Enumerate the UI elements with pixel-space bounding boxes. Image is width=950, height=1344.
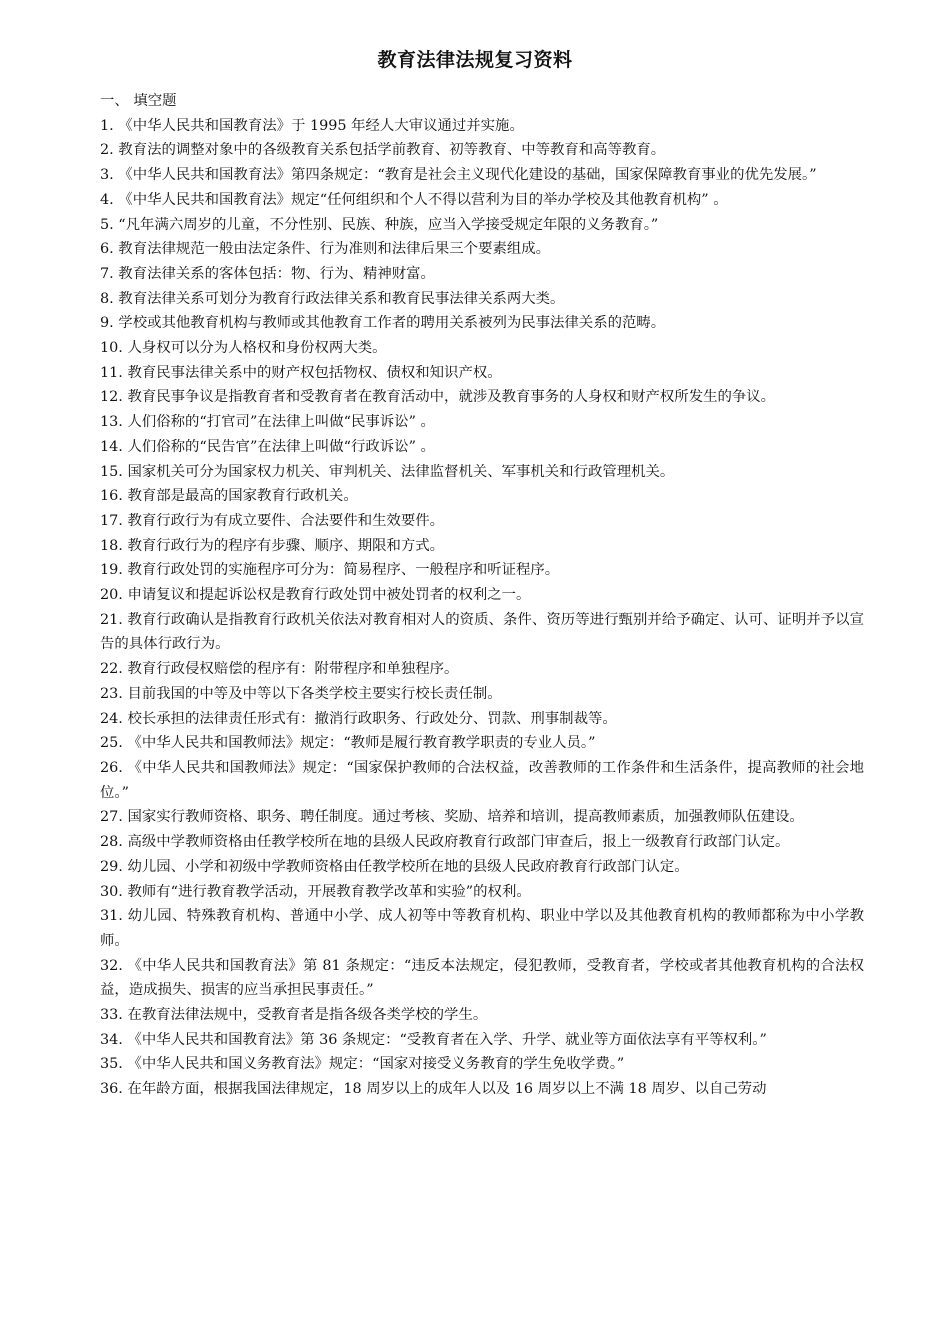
fill-in-item: 5. “凡年满六周岁的儿童，不分性别、民族、种族，应当入学接受规定年限的义务教育。” xyxy=(100,216,659,233)
fill-in-item: 35. 《中华人民共和国义务教育法》规定：“国家对接受义务教育的学生免收学费。” xyxy=(100,1056,625,1073)
fill-in-item: 14. 人们俗称的“民告官”在法律上叫做“行政诉讼” 。 xyxy=(100,438,435,455)
fill-in-item: 8. 教育法律关系可划分为教育行政法律关系和教育民事法律关系两大类。 xyxy=(100,290,565,307)
fill-in-item: 16. 教育部是最高的国家教育行政机关。 xyxy=(100,488,358,505)
fill-in-item: 25. 《中华人民共和国教师法》规定：“教师是履行教育教学职责的专业人员。” xyxy=(100,735,596,752)
fill-in-item: 28. 高级中学教师资格由任教学校所在地的县级人民政府教育行政部门审查后，报上一级教育行政部门认定。 xyxy=(100,834,790,851)
fill-in-item: 22. 教育行政侵权赔偿的程序有：附带程序和单独程序。 xyxy=(100,661,459,678)
fill-in-item: 6. 教育法律规范一般由法定条件、行为准则和法律后果三个要素组成。 xyxy=(100,241,551,258)
fill-in-item: 33. 在教育法律法规中，受教育者是指各级各类学校的学生。 xyxy=(100,1007,488,1024)
fill-in-item: 34. 《中华人民共和国教育法》第 36 条规定：“受教育者在入学、升学、就业等方面依法享有平等权利。” xyxy=(100,1031,767,1048)
fill-in-item: 10. 人身权可以分为人格权和身份权两大类。 xyxy=(100,340,387,357)
fill-in-item: 27. 国家实行教师资格、职务、聘任制度。通过考核、奖励、培养和培训，提高教师素质，加强教师队伍建设。 xyxy=(100,809,804,826)
fill-in-item: 7. 教育法律关系的客体包括：物、行为、精神财富。 xyxy=(100,265,435,282)
fill-in-item: 4. 《中华人民共和国教育法》规定“任何组织和个人不得以营利为目的举办学校及其他教育机构” 。 xyxy=(100,191,728,208)
fill-in-item: 1. 《中华人民共和国教育法》于 1995 年经人大审议通过并实施。 xyxy=(100,117,524,134)
fill-in-item: 9. 学校或其他教育机构与教师或其他教育工作者的聘用关系被列为民事法律关系的范畴。 xyxy=(100,315,666,332)
fill-in-item: 36. 在年龄方面，根据我国法律规定，18 周岁以上的成年人以及 16 周岁以上不满 18 周岁、以自己劳动 xyxy=(100,1081,767,1098)
fill-in-item: 12. 教育民事争议是指教育者和受教育者在教育活动中，就涉及教育事务的人身权和财产权所发生的争议。 xyxy=(100,389,776,406)
fill-in-item: 31. 幼儿园、特殊教育机构、普通中小学、成人初等中等教育机构、职业中学以及其他教育机构的教师都称为中小学教师。 xyxy=(100,908,864,949)
section-heading: 一、 填空题 xyxy=(100,93,177,109)
fill-in-item: 11. 教育民事法律关系中的财产权包括物权、债权和知识产权。 xyxy=(100,364,502,381)
fill-in-item: 32. 《中华人民共和国教育法》第 81 条规定：“违反本法规定，侵犯教师，受教育者，学校或者其他教育机构的合法权益，造成损失、损害的应当承担民事责任。” xyxy=(100,957,864,999)
fill-in-item: 19. 教育行政处罚的实施程序可分为：简易程序、一般程序和听证程序。 xyxy=(100,562,560,579)
fill-in-item: 23. 目前我国的中等及中等以下各类学校主要实行校长责任制。 xyxy=(100,685,502,702)
fill-in-item: 21. 教育行政确认是指教育行政机关依法对教育相对人的资质、条件、资历等进行甄别并给予确定、认可、证明并予以宣告的具体行政行为。 xyxy=(100,611,864,653)
fill-in-item: 26. 《中华人民共和国教师法》规定：“国家保护教师的合法权益，改善教师的工作条件和生活条件，提高教师的社会地位。” xyxy=(100,759,864,801)
fill-in-item: 2. 教育法的调整对象中的各级教育关系包括学前教育、初等教育、中等教育和高等教育。 xyxy=(100,142,666,159)
document-body xyxy=(100,89,864,1102)
fill-in-item: 24. 校长承担的法律责任形式有：撤消行政职务、行政处分、罚款、刑事制裁等。 xyxy=(100,710,617,727)
fill-in-item: 15. 国家机关可分为国家权力机关、审判机关、法律监督机关、军事机关和行政管理机关。 xyxy=(100,463,675,480)
document-title: 教育法律法规复习资料 xyxy=(377,49,573,71)
fill-in-item: 18. 教育行政行为的程序有步骤、顺序、期限和方式。 xyxy=(100,537,445,554)
fill-in-item: 13. 人们俗称的“打官司”在法律上叫做“民事诉讼” 。 xyxy=(100,414,435,431)
fill-in-item: 20. 申请复议和提起诉讼权是教育行政处罚中被处罚者的权利之一。 xyxy=(100,587,531,604)
question-list xyxy=(100,114,864,1102)
fill-in-item: 29. 幼儿园、小学和初级中学教师资格由任教学校所在地的县级人民政府教育行政部门认定。 xyxy=(100,858,689,875)
fill-in-item: 30. 教师有“进行教育教学活动，开展教育教学改革和实验”的权利。 xyxy=(100,883,531,900)
fill-in-item: 17. 教育行政行为有成立要件、合法要件和生效要件。 xyxy=(100,512,445,529)
fill-in-item: 3. 《中华人民共和国教育法》第四条规定：“教育是社会主义现代化建设的基础，国家保障教育事业的优先发展。” xyxy=(100,167,817,184)
